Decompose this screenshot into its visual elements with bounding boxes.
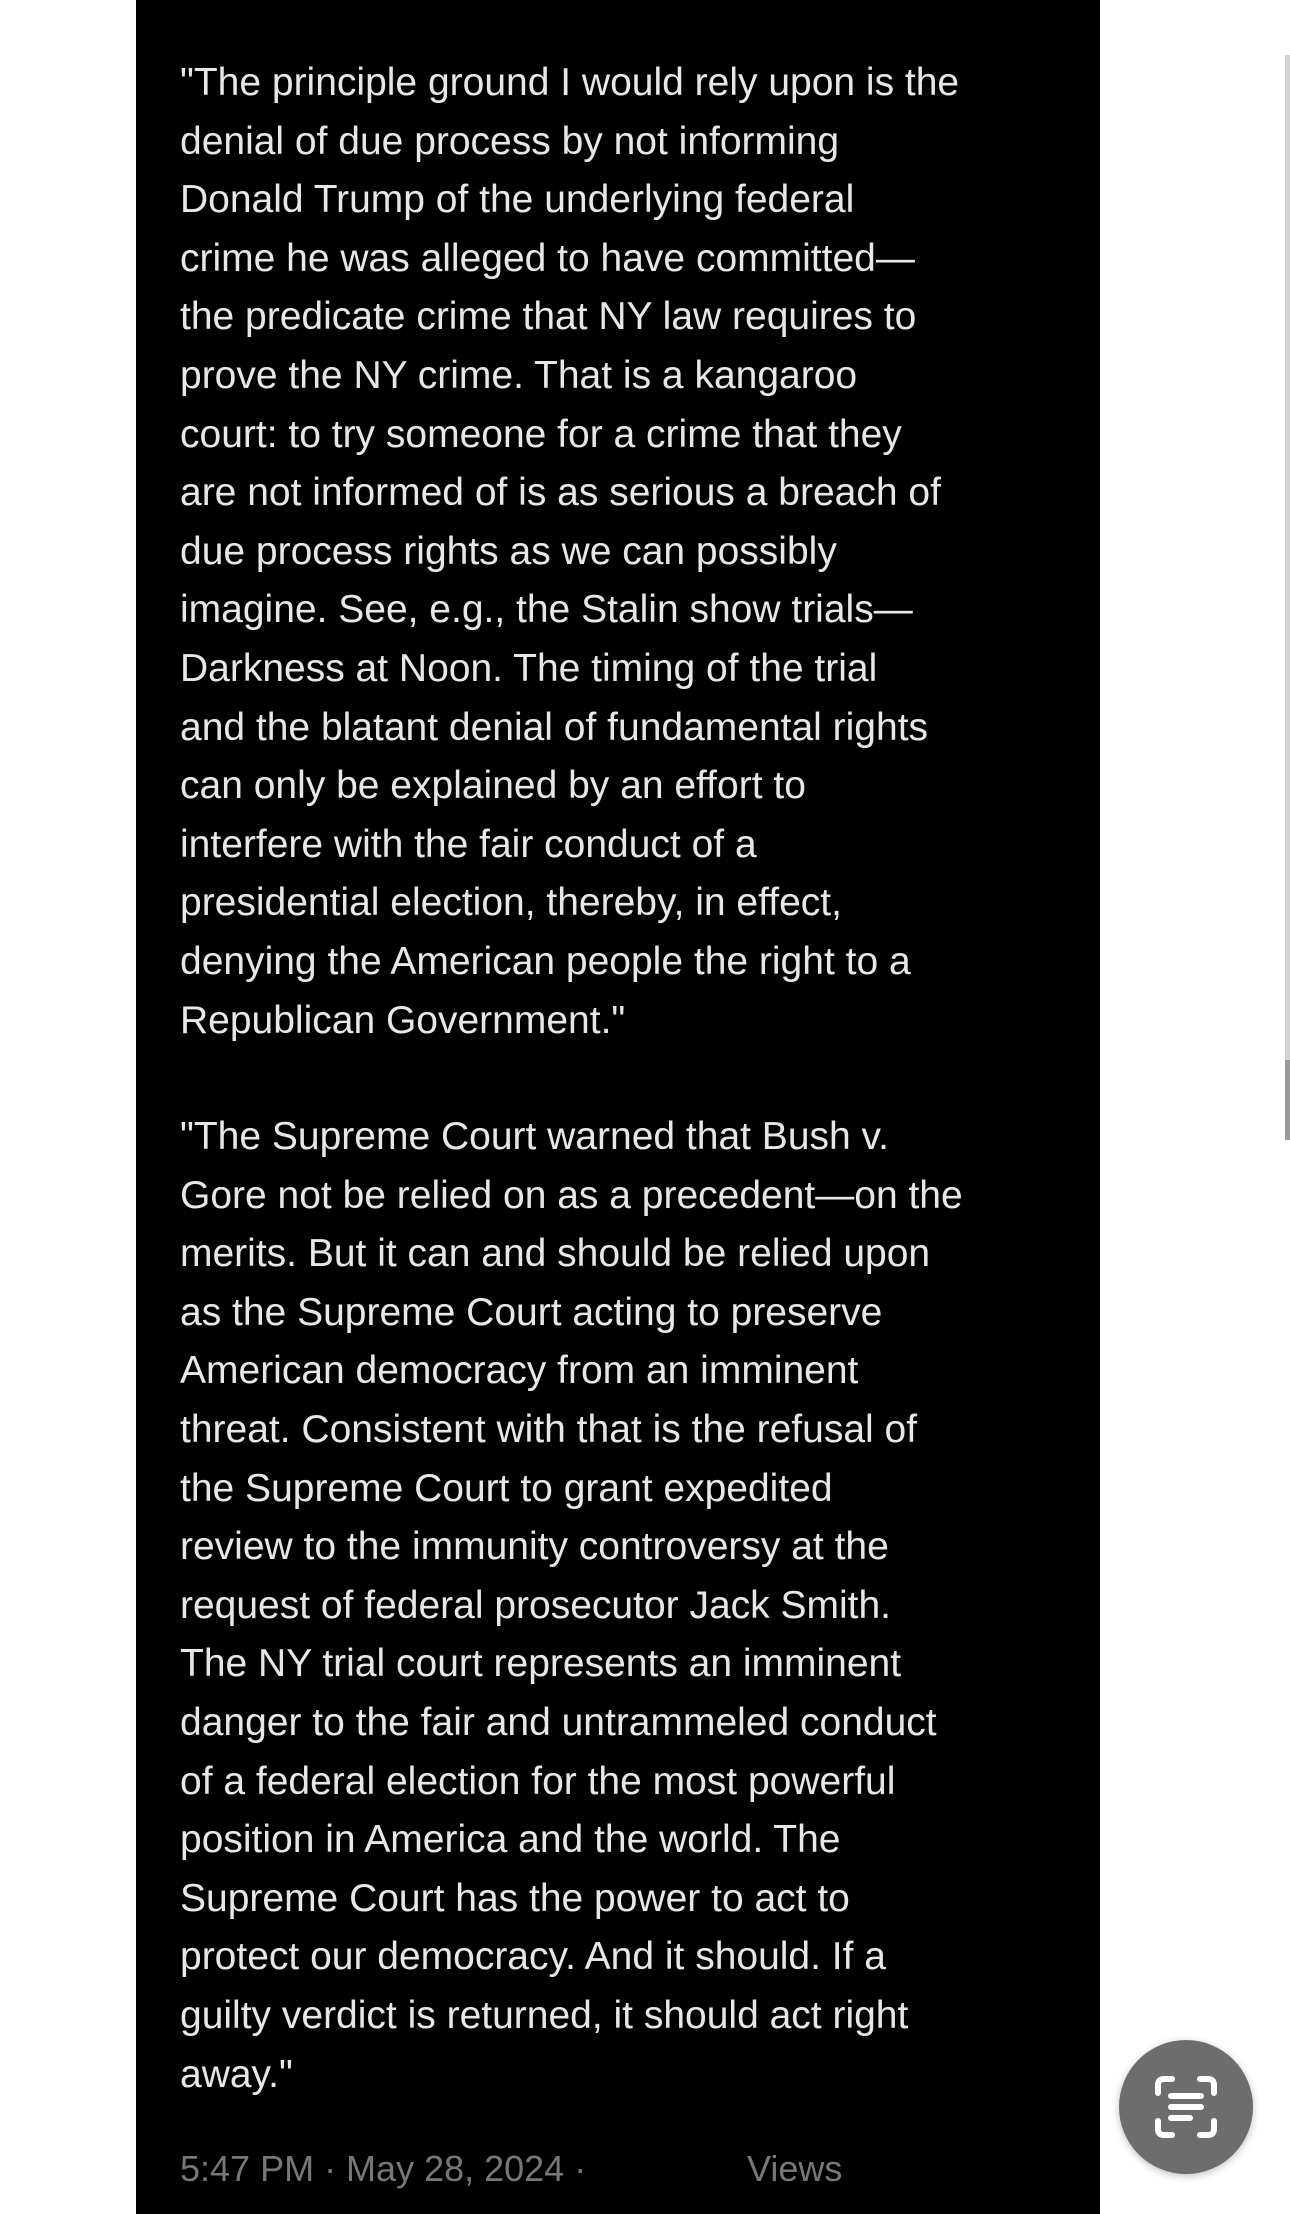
live-text-scan-icon [1152, 2073, 1220, 2141]
post-panel [136, 0, 1100, 2214]
post-quote-paragraph-2: "The Supreme Court warned that Bush v. Gore not be relied on as a precedent—on the merits. But it can and should be relied upon as the Supreme Court acting to preserve American democracy from an imminent threat. Consistent with that is the refusal of the Supreme Court to grant expedited review to the immunity controversy at the request of federal prosecutor Jack Smith. The NY trial court represents an imminent danger to the fair and untrammeled conduct of a federal election for the most powerful position in America and the world. The Supreme Court has the power to act to protect our democracy. And it should. If a guilty verdict is returned, it should act right away." [180, 1115, 963, 2096]
live-text-scan-button[interactable] [1119, 2040, 1253, 2174]
post-meta [180, 2141, 1080, 2197]
post-timestamp[interactable]: 5:47 PM · May 28, 2024 · [180, 2148, 587, 2189]
scrollbar-thumb[interactable] [1285, 1060, 1290, 1140]
post-views-label[interactable]: Views [747, 2148, 843, 2189]
post-quote-paragraph-1: "The principle ground I would rely upon is the denial of due process by not informing Donald Trump of the underlying federal crime he was alleged to have committed— the predicate crime that NY law requires to prove the NY crime. That is a kangaroo court: to try someone for a crime that they are not informed of is as serious a breach of due process rights as we can possibly imagine. See, e.g., the Stalin show trials— Darkness at Noon. The timing of the trial and the blatant denial of fundamental rights can only be explained by an effort to interfere with the fair conduct of a presidential election, thereby, in effect, denying the American people the right to a Republican Government." [180, 61, 960, 1042]
scrollbar-track[interactable] [1285, 55, 1290, 1060]
